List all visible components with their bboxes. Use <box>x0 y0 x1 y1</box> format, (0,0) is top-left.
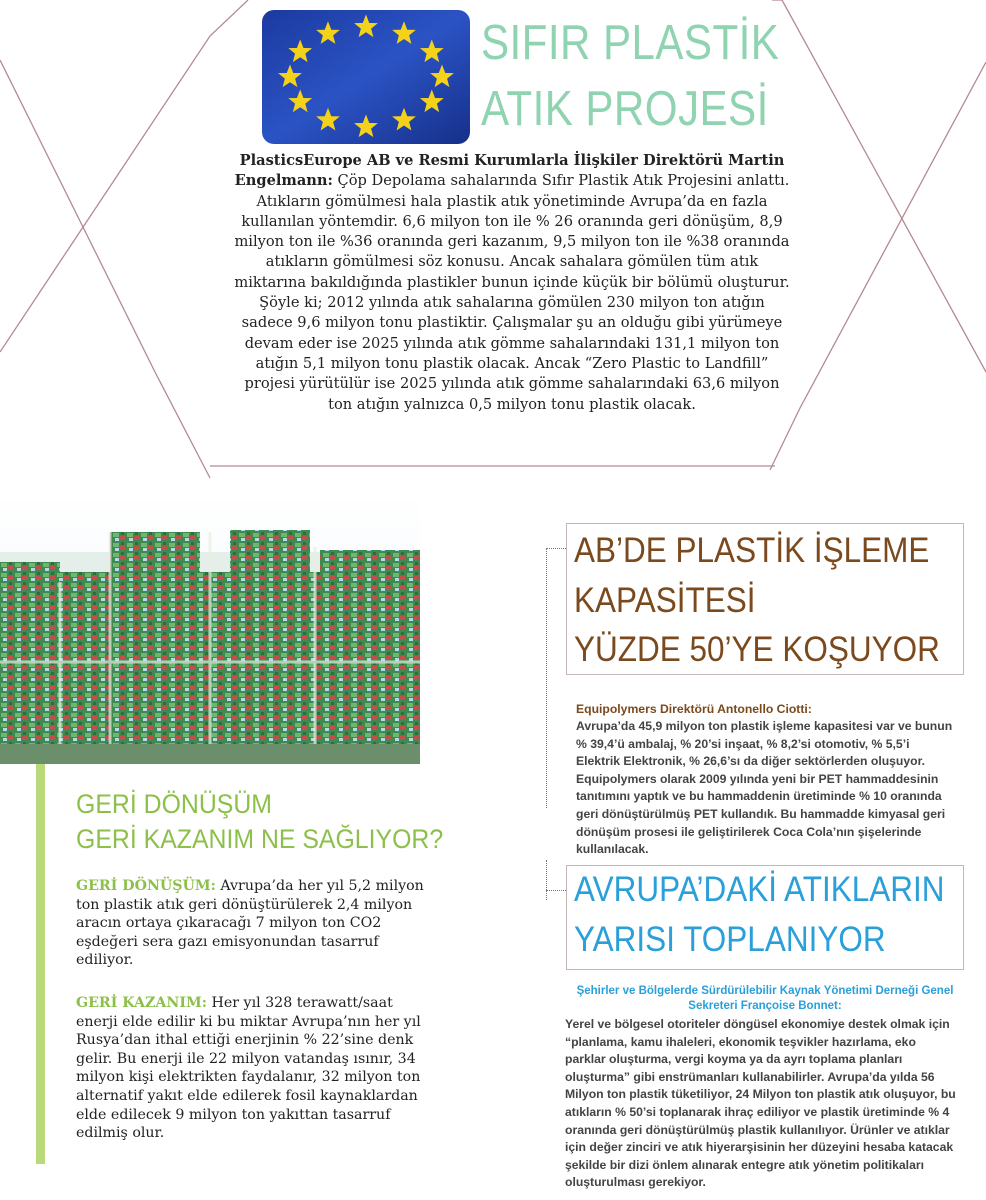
eu-flag-icon <box>262 10 470 144</box>
geri-title-line1: GERİ DÖNÜŞÜM <box>76 789 272 819</box>
plastic-bales-photo <box>0 492 420 764</box>
geri-donusum-paragraph <box>76 877 428 970</box>
connector-dots <box>546 890 566 891</box>
geri-kazanim-paragraph <box>76 994 428 1143</box>
connector-dots <box>546 548 566 549</box>
avrupa-title-line2: YARISI TOPLANIYOR <box>574 920 886 959</box>
geri-kazanim-lead: GERİ KAZANIM: <box>76 995 207 1011</box>
geri-kazanim-body: Her yıl 328 terawatt/saat enerji elde edilir ki bu miktar Avrupa’nın her yıl Rusya’dan ithal ettiği enerjinin % 22’sine denk gelir. Bu enerji ile 22 milyon vatandaş ısınır, 34 milyon kişi elektrikten faydalanır, 32 milyon ton alternatif yakıt elde edilerek fosil kaynaklardan elde edilecek 9 milyon ton yakıttan tasarruf edilmiş olur. <box>76 995 421 1142</box>
geri-title-line2: GERİ KAZANIM NE SAĞLIYOR? <box>76 824 444 854</box>
connector-dots-vertical <box>546 860 547 900</box>
geri-donusum-body: Avrupa’da her yıl 5,2 milyon ton plastik atık geri dönüştürülerek 2,4 milyon aracın ortaya çıkaracağı 7 milyon ton CO2 eşdeğeri sera gazı emisyonundan tasarruf ediliyor. <box>76 878 424 969</box>
section-accent-bar <box>36 764 45 1164</box>
avrupa-title-line1: AVRUPA’DAKİ ATIKLARIN <box>574 870 945 909</box>
geri-donusum-lead: GERİ DÖNÜŞÜM: <box>76 878 216 894</box>
ab-source: Equipolymers Direktörü Antonello Ciotti: <box>576 702 812 716</box>
intro-body: Çöp Depolama sahalarında Sıfır Plastik Atık Projesini anlattı. Atıkların gömülmesi hala plastik atık yönetiminde Avrupa’da en fazla kullanılan yöntemdir. 6,6 milyon ton ile % 26 oranında geri dönüşüm, 8,9 milyon ton ile %36 oranında geri kazanım, 9,5 milyon ton ile %38 oranında atıkların gömülmesi söz konusu. Ancak sahalara gömülen tüm atık miktarına bakıldığında plastikler bunun içinde küçük bir bölümü oluşturur. Şöyle ki; 2012 yılında atık sahalarına gömülen 230 milyon ton atığın sadece 9,6 milyon tonu plastiktir. Çalışmalar şu an olduğu gibi yürümeye devam eder ise 2025 yılında atık gömme sahalarındaki 131,1 milyon ton atığın 5,1 milyon tonu plastik olacak. Ancak “Zero Plastic to Landfill” projesi yürütülür ise 2025 yılında atık gömme sahalarındaki 63,6 milyon ton atığın yalnızca 0,5 milyon tonu plastik olacak. <box>234 172 790 413</box>
page-title-line1: SIFIR PLASTİK <box>481 16 780 70</box>
intro-paragraph <box>232 151 792 415</box>
avrupa-source: Şehirler ve Bölgelerde Sürdürülebilir Kaynak Yönetimi Derneği Genel Sekreteri Françoise Bonnet: <box>576 985 954 1012</box>
avrupa-body: Yerel ve bölgesel otoriteler döngüsel ekonomiye destek olmak için “planlama, kamu ihaleleri, ekonomik teşvikler hazırlama, eko parklar oluşturma, vergi koyma ya da ayrı toplama planları oluşturma” gibi enstrümanları kullanabilirler. Avrupa’da yılda 56 Milyon ton plastik tüketiliyor, 24 Milyon ton plastik atık oluşuyor, bu atıkların % 50’si toplanarak ihraç ediliyor ve plastik üretiminde % 4 oranında geri dönüştürülmüş plastik kullanılıyor. Ürünler ve atıklar için değer zinciri ve atık hiyerarşisinin her düzeyini hesaba katacak şekilde bir dizi önlem alınarak entegre atık yönetim politikaları oluşturulması gerekiyor. <box>565 1017 956 1190</box>
intro-lead: PlasticsEurope AB ve Resmi Kurumlarla İlişkiler Direktörü Martin Engelmann: <box>234 152 785 190</box>
page-title-line2: ATIK PROJESİ <box>481 82 769 136</box>
ab-title-line1: AB’DE PLASTİK İŞLEME <box>574 531 930 570</box>
ab-title-line3: YÜZDE 50’YE KOŞUYOR <box>574 630 940 669</box>
ab-body: Avrupa’da 45,9 milyon ton plastik işleme kapasitesi var ve bunun % 39,4’ü ambalaj, % 20’si inşaat, % 8,2’si otomotiv, % 5,5’i Elektrik Elektronik, % 26,6’sı da diğer sektörlerden oluşuyor. Equipolymers olarak 2009 yılında yeni bir PET hammaddesinin tanıtımını yaptık ve bu hammaddenin üretiminde % 10 oranında geri dönüştürülmüş PET kullandık. Bu hammadde kimyasal geri dönüşüm prosesi ile geliştirilerek Coca Cola’nın şişelerinde kullanılacak. <box>576 719 953 857</box>
connector-dots-vertical <box>546 548 547 808</box>
ab-title-line2: KAPASİTESİ <box>574 581 756 620</box>
